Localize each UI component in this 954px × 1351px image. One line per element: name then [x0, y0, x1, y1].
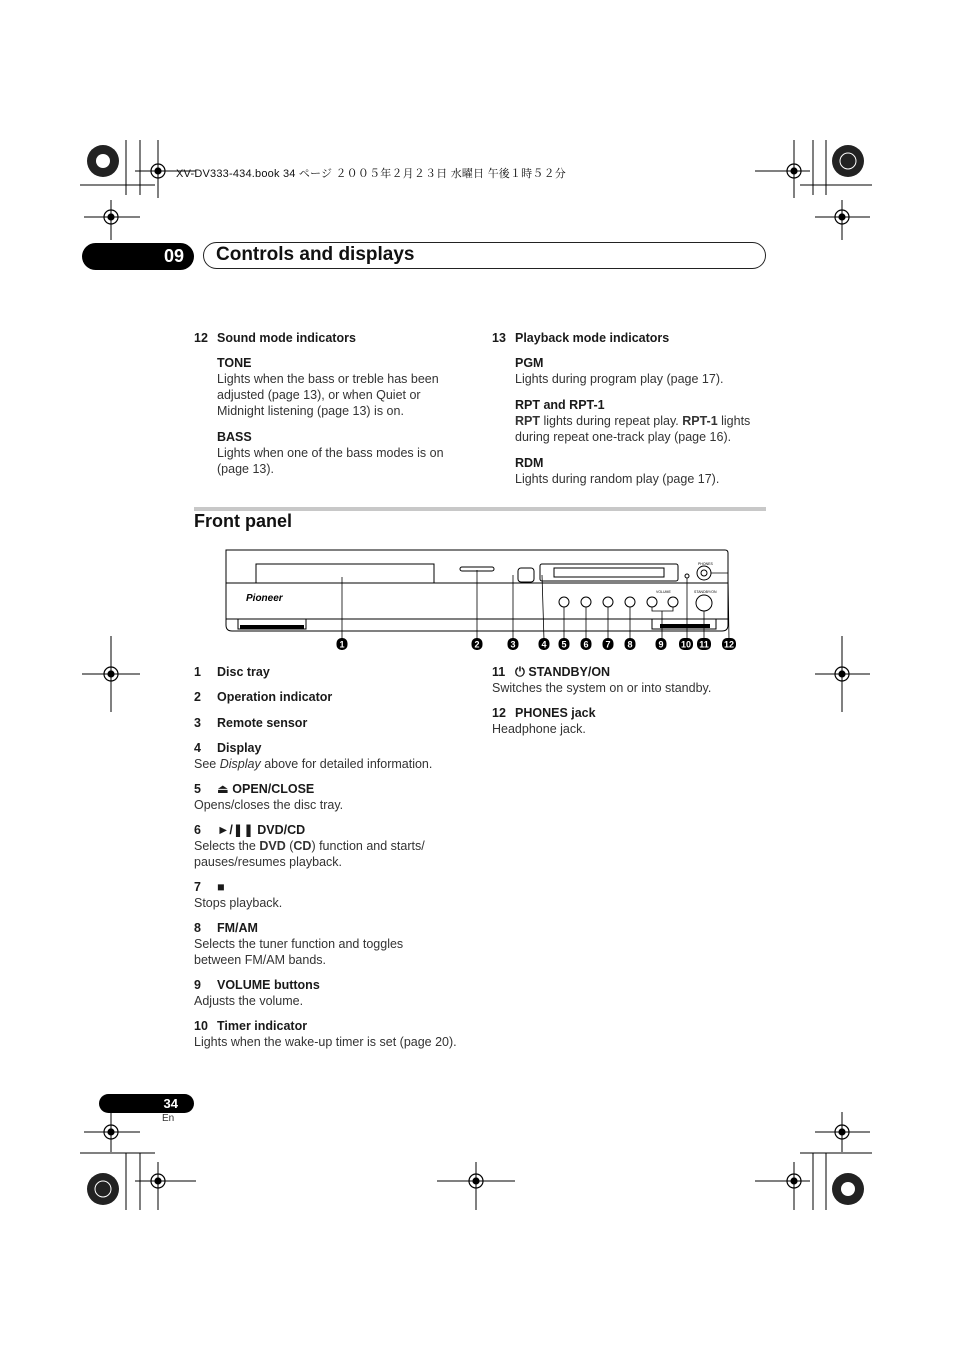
item-number: 4 — [194, 741, 201, 755]
text-part: ) function and starts/ pauses/resumes playback. — [194, 839, 425, 869]
play-pause-icon: ►/❚❚ — [217, 823, 254, 837]
sheet-header: XV-DV333-434.book 34 ページ ２００５年２月２３日 水曜日 午後１時５２分 — [176, 168, 566, 180]
foot-left-fill — [240, 625, 304, 629]
front-panel-list-left — [194, 664, 484, 1050]
item-title: Playback mode indicators — [515, 331, 670, 345]
language-code: En — [162, 1113, 175, 1124]
item-title: STANDBY/ON — [528, 665, 611, 679]
pioneer-logo: Pioneer — [246, 593, 283, 604]
item-number: 8 — [194, 921, 201, 935]
callout-label: 2 — [474, 639, 480, 650]
sound-mode-indicators — [194, 330, 474, 477]
item-description: Headphone jack. — [492, 722, 586, 736]
list-item — [194, 664, 484, 680]
list-item — [492, 664, 772, 696]
rpt1-bold: RPT-1 — [682, 414, 718, 428]
item-title: Remote sensor — [217, 716, 308, 730]
list-item — [194, 1018, 484, 1050]
item-description: Selects the tuner function and toggles between FM/AM bands. — [194, 937, 404, 967]
callout-label: 6 — [583, 639, 589, 650]
list-item — [194, 920, 484, 968]
item-number: 2 — [194, 690, 201, 704]
item-description: Switches the system on or into standby. — [492, 681, 712, 695]
callout-label: 3 — [510, 639, 516, 650]
text-bold: CD — [293, 839, 312, 853]
fm-am-button — [625, 597, 635, 607]
text-bold: DVD — [259, 839, 286, 853]
volume-label: VOLUME — [656, 590, 671, 594]
volume-down-button — [647, 597, 657, 607]
item-number: 3 — [194, 716, 201, 730]
play-pause-button — [581, 597, 591, 607]
callout-label: 10 — [680, 639, 692, 650]
term-bass: BASS — [217, 430, 252, 444]
item-number: 9 — [194, 978, 201, 992]
bass-description: Lights when one of the bass modes is on (page 13). — [217, 446, 444, 476]
list-item — [492, 705, 772, 737]
foot-right-fill — [660, 624, 710, 628]
callout-label: 7 — [605, 639, 611, 650]
callout-label: 8 — [627, 639, 633, 650]
item-number: 12 — [492, 706, 506, 720]
term-rpt: RPT and RPT-1 — [515, 398, 605, 412]
item-number: 13 — [492, 331, 506, 345]
callout-label: 11 — [699, 639, 709, 650]
term-rdm: RDM — [515, 456, 544, 470]
callout-label: 5 — [561, 639, 567, 650]
stop-icon: ■ — [217, 880, 225, 894]
list-item — [194, 879, 484, 911]
item-title: Disc tray — [217, 665, 270, 679]
callout-label: 4 — [541, 639, 547, 650]
item-title: Operation indicator — [217, 690, 333, 704]
list-item — [194, 781, 484, 813]
pgm-description: Lights during program play (page 17). — [515, 372, 724, 386]
item-number: 5 — [194, 782, 201, 796]
item-number: 10 — [194, 1019, 208, 1033]
item-title: FM/AM — [217, 921, 258, 935]
item-title: Display — [217, 741, 262, 755]
item-title: VOLUME buttons — [217, 978, 320, 992]
rpt-bold: RPT — [515, 414, 540, 428]
chapter-title: Controls and displays — [216, 244, 415, 265]
text-part: Selects the — [194, 839, 260, 853]
item-number: 6 — [194, 823, 201, 837]
callout-label: 9 — [658, 639, 664, 650]
phones-jack — [697, 566, 711, 580]
text-em: Display — [219, 757, 261, 771]
list-item — [194, 977, 484, 1009]
item-description: Opens/closes the disc tray. — [194, 798, 344, 812]
open-close-button — [559, 597, 569, 607]
item-description: Lights when the wake-up timer is set (page 20). — [194, 1035, 457, 1049]
rpt-description — [515, 413, 767, 445]
item-title: Timer indicator — [217, 1019, 308, 1033]
item-number: 7 — [194, 880, 201, 894]
playback-mode-indicators — [492, 330, 772, 487]
callout-row — [330, 636, 750, 654]
tone-description: Lights when the bass or treble has been adjusted (page 13), or when Quiet or Midnight listening (page 13) is on. — [217, 372, 439, 418]
list-item — [194, 740, 484, 772]
item-number: 11 — [492, 665, 506, 679]
power-icon: ⏻ — [515, 665, 525, 679]
item-description: Stops playback. — [194, 896, 283, 910]
phones-label: PHONES — [698, 562, 713, 566]
item-number: 12 — [194, 331, 208, 345]
rdm-description: Lights during random play (page 17). — [515, 472, 720, 486]
list-item — [194, 715, 484, 731]
item-number: 1 — [194, 665, 201, 679]
volume-up-button — [668, 597, 678, 607]
list-item — [194, 689, 484, 705]
front-panel-list-right — [492, 664, 772, 737]
stop-button — [603, 597, 613, 607]
rpt1-text: lights during repeat one-track play (page 16). — [515, 414, 751, 444]
disc-tray — [256, 564, 434, 583]
callout-label: 12 — [723, 639, 735, 650]
eject-icon: ⏏ — [217, 782, 229, 796]
display-window — [540, 564, 678, 581]
timer-indicator — [685, 574, 689, 578]
item-description — [194, 838, 449, 870]
callout-label: 1 — [339, 639, 345, 650]
standby-label: STANDBY/ON — [694, 590, 717, 594]
item-title: OPEN/CLOSE — [232, 782, 315, 796]
list-item — [194, 822, 484, 870]
chapter-number: 09 — [82, 243, 194, 270]
text-part: above for detailed information. — [260, 757, 433, 771]
term-tone: TONE — [217, 356, 252, 370]
item-title: PHONES jack — [515, 706, 596, 720]
display-screen — [554, 568, 664, 577]
item-description: Adjusts the volume. — [194, 994, 304, 1008]
item-title: DVD/CD — [257, 823, 306, 837]
text-part: ( — [285, 839, 294, 853]
text-part: See — [194, 757, 220, 771]
remote-sensor — [518, 568, 534, 582]
item-description — [194, 756, 484, 772]
page-number: 34 — [99, 1094, 194, 1113]
rpt-text: lights during repeat play. — [540, 414, 683, 428]
item-title: Sound mode indicators — [217, 331, 356, 345]
section-title: Front panel — [194, 511, 292, 531]
term-pgm: PGM — [515, 356, 544, 370]
standby-on-button — [696, 595, 712, 611]
